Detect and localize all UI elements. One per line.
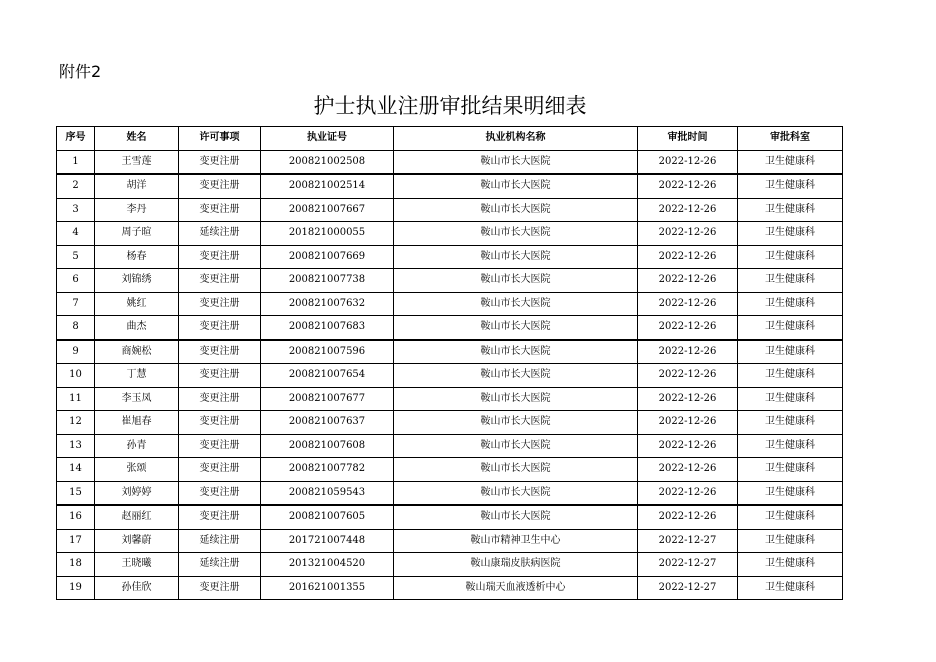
cell-serial: 9 (57, 340, 95, 364)
table-row (57, 481, 843, 505)
cell-permit-item: 变更注册 (179, 340, 261, 364)
cell-name: 赵丽红 (95, 505, 179, 529)
cell-license-number: 200821059543 (261, 481, 394, 505)
cell-serial: 10 (57, 364, 95, 388)
table-row (57, 529, 843, 553)
cell-approval-date: 2022-12-26 (638, 316, 738, 340)
cell-institution: 鞍山市长大医院 (394, 481, 638, 505)
cell-approval-date: 2022-12-26 (638, 387, 738, 411)
cell-institution: 鞍山市长大医院 (394, 411, 638, 435)
cell-name: 孙青 (95, 434, 179, 458)
cell-approval-date: 2022-12-27 (638, 529, 738, 553)
cell-name: 周子暄 (95, 222, 179, 246)
cell-serial: 1 (57, 150, 95, 174)
cell-license-number: 200821007669 (261, 245, 394, 269)
cell-approval-dept: 卫生健康科 (738, 150, 843, 174)
header-approval-dept: 审批科室 (738, 127, 843, 151)
header-license-number: 执业证号 (261, 127, 394, 151)
table-row (57, 198, 843, 222)
cell-approval-date: 2022-12-26 (638, 505, 738, 529)
cell-permit-item: 变更注册 (179, 576, 261, 600)
cell-license-number: 200821007654 (261, 364, 394, 388)
cell-name: 崔旭春 (95, 411, 179, 435)
cell-license-number: 201821000055 (261, 222, 394, 246)
table-row (57, 269, 843, 293)
cell-permit-item: 变更注册 (179, 174, 261, 198)
cell-license-number: 200821007596 (261, 340, 394, 364)
cell-serial: 14 (57, 458, 95, 482)
cell-name: 胡洋 (95, 174, 179, 198)
cell-permit-item: 变更注册 (179, 198, 261, 222)
cell-approval-date: 2022-12-26 (638, 458, 738, 482)
attachment-label: 附件2 (59, 62, 102, 81)
cell-permit-item: 变更注册 (179, 269, 261, 293)
cell-approval-date: 2022-12-26 (638, 364, 738, 388)
table-row (57, 245, 843, 269)
cell-permit-item: 延续注册 (179, 529, 261, 553)
cell-approval-date: 2022-12-27 (638, 553, 738, 577)
table-row (57, 411, 843, 435)
cell-permit-item: 变更注册 (179, 434, 261, 458)
cell-serial: 13 (57, 434, 95, 458)
cell-serial: 12 (57, 411, 95, 435)
cell-approval-dept: 卫生健康科 (738, 316, 843, 340)
cell-approval-dept: 卫生健康科 (738, 269, 843, 293)
cell-approval-dept: 卫生健康科 (738, 387, 843, 411)
cell-permit-item: 变更注册 (179, 458, 261, 482)
cell-license-number: 200821002508 (261, 150, 394, 174)
table-row (57, 387, 843, 411)
table-row (57, 340, 843, 364)
cell-name: 刘婷婷 (95, 481, 179, 505)
cell-approval-date: 2022-12-26 (638, 411, 738, 435)
cell-institution: 鞍山市精神卫生中心 (394, 529, 638, 553)
cell-institution: 鞍山市长大医院 (394, 269, 638, 293)
cell-approval-date: 2022-12-26 (638, 198, 738, 222)
cell-serial: 16 (57, 505, 95, 529)
cell-institution: 鞍山瑞天血液透析中心 (394, 576, 638, 600)
cell-institution: 鞍山市长大医院 (394, 340, 638, 364)
cell-approval-date: 2022-12-26 (638, 481, 738, 505)
cell-approval-dept: 卫生健康科 (738, 292, 843, 316)
cell-license-number: 201621001355 (261, 576, 394, 600)
cell-license-number: 200821007677 (261, 387, 394, 411)
cell-approval-dept: 卫生健康科 (738, 553, 843, 577)
cell-approval-dept: 卫生健康科 (738, 198, 843, 222)
cell-approval-dept: 卫生健康科 (738, 576, 843, 600)
cell-permit-item: 变更注册 (179, 292, 261, 316)
cell-permit-item: 变更注册 (179, 387, 261, 411)
cell-approval-date: 2022-12-26 (638, 269, 738, 293)
table-row (57, 434, 843, 458)
cell-license-number: 200821007738 (261, 269, 394, 293)
cell-institution: 鞍山市长大医院 (394, 174, 638, 198)
cell-approval-dept: 卫生健康科 (738, 529, 843, 553)
cell-permit-item: 变更注册 (179, 481, 261, 505)
cell-serial: 19 (57, 576, 95, 600)
header-institution: 执业机构名称 (394, 127, 638, 151)
table-row (57, 553, 843, 577)
cell-approval-dept: 卫生健康科 (738, 364, 843, 388)
header-serial: 序号 (57, 127, 95, 151)
cell-permit-item: 变更注册 (179, 505, 261, 529)
cell-permit-item: 变更注册 (179, 411, 261, 435)
cell-name: 王雪莲 (95, 150, 179, 174)
header-approval-date: 审批时间 (638, 127, 738, 151)
table-row (57, 458, 843, 482)
cell-institution: 鞍山市长大医院 (394, 245, 638, 269)
cell-institution: 鞍山市长大医院 (394, 387, 638, 411)
table-header (57, 127, 843, 151)
cell-serial: 6 (57, 269, 95, 293)
cell-serial: 18 (57, 553, 95, 577)
cell-approval-date: 2022-12-26 (638, 434, 738, 458)
cell-institution: 鞍山康瑞皮肤病医院 (394, 553, 638, 577)
cell-serial: 15 (57, 481, 95, 505)
cell-approval-dept: 卫生健康科 (738, 481, 843, 505)
cell-name: 刘馨蔚 (95, 529, 179, 553)
header-row (57, 127, 843, 151)
cell-serial: 17 (57, 529, 95, 553)
cell-serial: 2 (57, 174, 95, 198)
cell-name: 李玉凤 (95, 387, 179, 411)
cell-name: 张颂 (95, 458, 179, 482)
header-permit-item: 许可事项 (179, 127, 261, 151)
cell-institution: 鞍山市长大医院 (394, 364, 638, 388)
cell-serial: 8 (57, 316, 95, 340)
cell-license-number: 201721007448 (261, 529, 394, 553)
cell-serial: 5 (57, 245, 95, 269)
table-row (57, 292, 843, 316)
cell-serial: 11 (57, 387, 95, 411)
cell-approval-dept: 卫生健康科 (738, 340, 843, 364)
cell-serial: 4 (57, 222, 95, 246)
header-name: 姓名 (95, 127, 179, 151)
cell-institution: 鞍山市长大医院 (394, 222, 638, 246)
cell-approval-dept: 卫生健康科 (738, 222, 843, 246)
cell-approval-date: 2022-12-26 (638, 222, 738, 246)
cell-permit-item: 延续注册 (179, 222, 261, 246)
table-row (57, 576, 843, 600)
cell-approval-dept: 卫生健康科 (738, 411, 843, 435)
cell-institution: 鞍山市长大医院 (394, 316, 638, 340)
cell-approval-date: 2022-12-26 (638, 150, 738, 174)
cell-approval-dept: 卫生健康科 (738, 245, 843, 269)
cell-approval-date: 2022-12-26 (638, 292, 738, 316)
table-row (57, 174, 843, 198)
cell-name: 李丹 (95, 198, 179, 222)
cell-serial: 7 (57, 292, 95, 316)
cell-license-number: 200821007683 (261, 316, 394, 340)
cell-permit-item: 变更注册 (179, 245, 261, 269)
cell-institution: 鞍山市长大医院 (394, 292, 638, 316)
table-row (57, 364, 843, 388)
cell-license-number: 200821007782 (261, 458, 394, 482)
cell-approval-dept: 卫生健康科 (738, 174, 843, 198)
cell-name: 王晓曦 (95, 553, 179, 577)
cell-permit-item: 变更注册 (179, 150, 261, 174)
cell-license-number: 200821007608 (261, 434, 394, 458)
cell-permit-item: 变更注册 (179, 316, 261, 340)
cell-name: 杨春 (95, 245, 179, 269)
cell-institution: 鞍山市长大医院 (394, 434, 638, 458)
cell-approval-dept: 卫生健康科 (738, 458, 843, 482)
cell-name: 商婉松 (95, 340, 179, 364)
cell-institution: 鞍山市长大医院 (394, 458, 638, 482)
cell-approval-dept: 卫生健康科 (738, 505, 843, 529)
document-title: 护士执业注册审批结果明细表 (313, 94, 587, 118)
cell-license-number: 200821002514 (261, 174, 394, 198)
results-table (56, 126, 843, 600)
cell-institution: 鞍山市长大医院 (394, 150, 638, 174)
table-row (57, 316, 843, 340)
cell-license-number: 201321004520 (261, 553, 394, 577)
cell-name: 姚红 (95, 292, 179, 316)
table-row (57, 222, 843, 246)
cell-approval-date: 2022-12-26 (638, 340, 738, 364)
cell-permit-item: 延续注册 (179, 553, 261, 577)
table-body (57, 150, 843, 600)
cell-license-number: 200821007667 (261, 198, 394, 222)
cell-approval-dept: 卫生健康科 (738, 434, 843, 458)
cell-approval-date: 2022-12-27 (638, 576, 738, 600)
cell-name: 孙佳欣 (95, 576, 179, 600)
cell-approval-date: 2022-12-26 (638, 174, 738, 198)
cell-license-number: 200821007605 (261, 505, 394, 529)
table-row (57, 505, 843, 529)
cell-serial: 3 (57, 198, 95, 222)
cell-license-number: 200821007637 (261, 411, 394, 435)
cell-license-number: 200821007632 (261, 292, 394, 316)
cell-name: 刘锦绣 (95, 269, 179, 293)
cell-name: 曲杰 (95, 316, 179, 340)
cell-approval-date: 2022-12-26 (638, 245, 738, 269)
cell-name: 丁慧 (95, 364, 179, 388)
cell-institution: 鞍山市长大医院 (394, 505, 638, 529)
cell-permit-item: 变更注册 (179, 364, 261, 388)
table-row (57, 150, 843, 174)
cell-institution: 鞍山市长大医院 (394, 198, 638, 222)
